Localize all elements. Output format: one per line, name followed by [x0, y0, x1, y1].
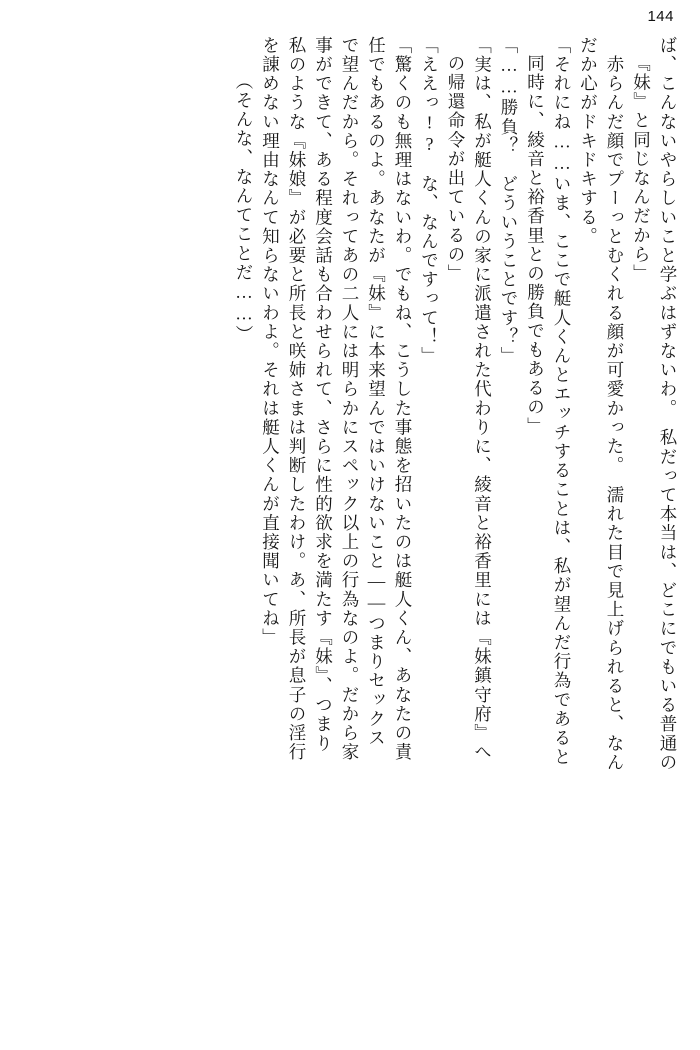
text-line: 「それにね……いま、ここで艇人くんとエッチすることは、私が望んだ行為であると: [552, 36, 572, 767]
page-number: 144: [647, 8, 674, 25]
text-line: （そんな、なんてことだ……）: [234, 72, 254, 345]
text-line: 私のような『妹娘』が必要と所長と咲姉さまは判断したわけ。あ、所長が息子の淫行: [287, 36, 307, 762]
text-line: 「ええっ!? な、なんですって！」: [419, 36, 440, 366]
text-line: 任でもあるのよ。あなたが『妹』に本来望んではいけないこと——つまりセックス: [366, 36, 387, 748]
text-line: 同時に、綾音と裕香里との勝負でもあるの」: [525, 54, 546, 436]
text-line: 事ができて、ある程度会話も合わせられて、さらに性的欲求を満たす『妹』、つまり: [313, 36, 334, 754]
text-line: 「……勝負？ どういうことです？」: [499, 36, 519, 366]
text-line: 「驚くのも無理はないわ。でもね、こうした事態を招いたのは艇人くん、あなたの責: [393, 36, 413, 762]
text-line: 『妹』と同じなんだから」: [631, 54, 652, 284]
text-line: を諌めない理由なんて知らないわよ。それは艇人くんが直接聞いてね」: [260, 36, 281, 648]
text-line: 赤らんだ顔でプーっとむくれる顔が可愛かった。 濡れた目で見上げられると、なん: [605, 36, 625, 773]
text-line: で望んだから。それってあの二人には明らかにスペック以上の行為なのよ。だから家: [340, 36, 360, 762]
text-line: 「実は、私が艇人くんの家に派遣された代わりに、綾音と裕香里には『妹鎮守府』へ: [472, 36, 493, 762]
text-line: だか心がドキドキする。: [578, 36, 599, 247]
vertical-text-body: [24, 36, 676, 1026]
text-line: ば、こんないやらしいこと学ぶはずないわ。 私だって本当は、どこにでもいる普通の: [658, 36, 678, 773]
text-line: の帰還命令が出ているの」: [446, 54, 466, 284]
